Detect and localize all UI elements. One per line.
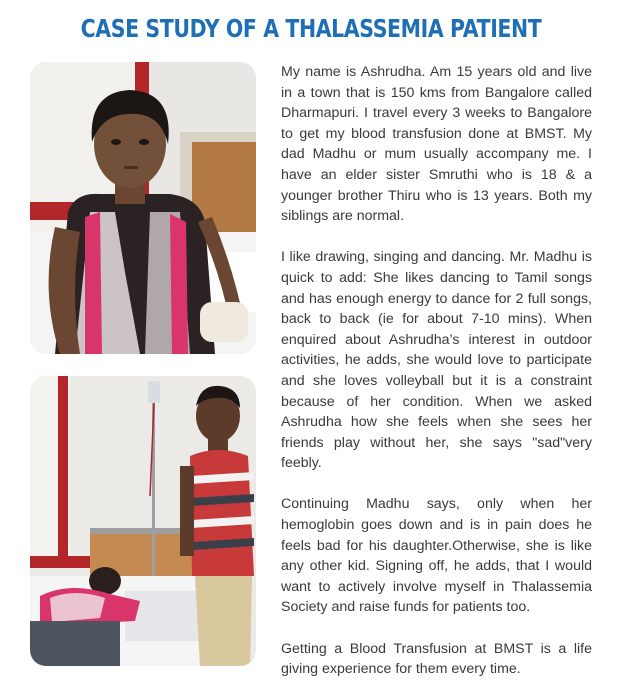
transfusion-photo <box>30 376 256 666</box>
paragraph-hobbies: I like drawing, singing and dancing. Mr. Madhu is quick to add: She likes dancing to Tamil songs and has enough energy to dance for 2 full songs, back to back (ie for about 7-10 mins). When enquired about Ashrudha’s interest in outdoor activities, he adds, she would love to participate and she loves volleyball but it is a constraint because of her condition. When we asked Ashrudha how she feels when she sees her friends play without her, she says "sad"very feebly. <box>281 249 592 472</box>
paragraph-closing: Getting a Blood Transfusion at BMST is a life giving experience for them every time. <box>281 640 592 678</box>
page-title: CASE STUDY OF A THALASSEMIA PATIENT <box>80 14 542 43</box>
paragraph-intro: My name is Ashrudha. Am 15 years old and live in a town that is 150 kms from Bangalore called Dharmapuri. I travel every 3 weeks to Bangalore to get my blood transfusion done at BMST. My dad Madhu or mum usually accompany me. I have an elder sister Smruthi who is 18 & a younger brother Thiru who is 13 years. Both my siblings are normal. <box>281 64 592 225</box>
patient-photo <box>30 62 256 354</box>
case-study-text <box>281 62 592 700</box>
paragraph-father: Continuing Madhu says, only when her hemoglobin goes down and is in pain does he feels bad for his daughter.Otherwise, she is like any other kid. Signing off, he adds, that I would want to actively involve myself in Thalassemia Society and raise funds for patients too. <box>281 496 592 616</box>
